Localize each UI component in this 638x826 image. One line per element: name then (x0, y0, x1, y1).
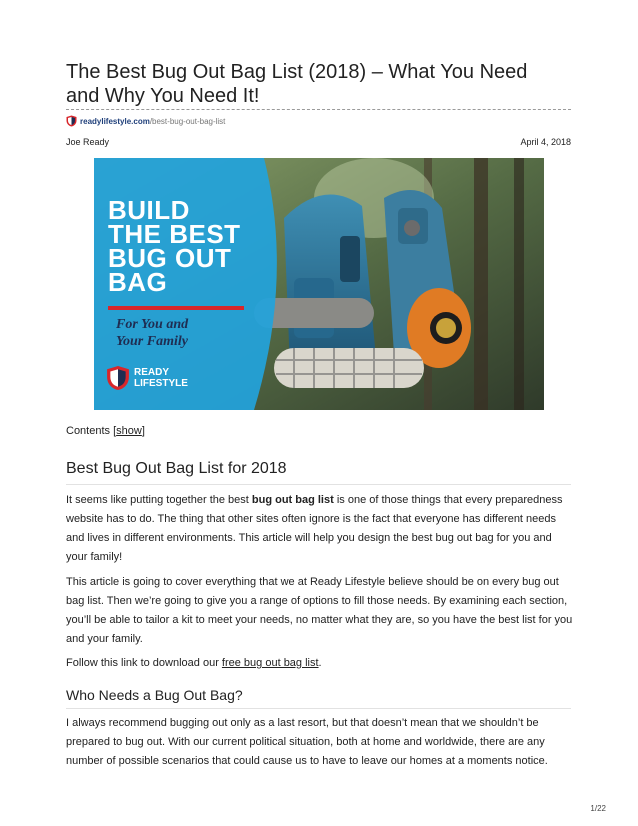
paragraph (66, 491, 574, 567)
hero-headline (108, 195, 241, 297)
author: Joe Ready (66, 137, 110, 147)
hero-logo-line: READY (134, 367, 170, 378)
source-line[interactable] (66, 114, 225, 128)
hero-logo-line: LIFESTYLE (134, 378, 188, 389)
contents-close-bracket: ] (141, 425, 145, 437)
publish-date: April 4, 2018 (520, 137, 571, 147)
bold-keyword: bug out bag list (251, 494, 334, 506)
download-list-link[interactable]: free bug out bag list (221, 657, 319, 669)
title-divider (66, 109, 571, 110)
hero-subtitle (116, 316, 188, 350)
article-title: The Best Bug Out Bag List (2018) – What You Need and Why You Need It! (66, 61, 528, 107)
section-divider (66, 484, 571, 485)
hero-headline-line: BUG OUT (108, 243, 232, 273)
paragraph-text: It seems like putting together the best (66, 494, 252, 506)
section-heading: Best Bug Out Bag List for 2018 (66, 460, 287, 477)
paragraph-text: Follow this link to download our (66, 657, 222, 669)
paragraph-text: . (318, 657, 322, 669)
table-of-contents (66, 425, 145, 437)
hero-subtitle-line: Your Family (116, 334, 188, 349)
shield-logo-icon (66, 115, 77, 127)
subsection-heading: Who Needs a Bug Out Bag? (66, 687, 243, 703)
hero-headline-line: THE BEST (108, 219, 241, 249)
hero-logo-text (134, 367, 188, 389)
hero-headline-line: BAG (108, 267, 168, 297)
source-path[interactable]: /best-bug-out-bag-list (149, 116, 226, 126)
paragraph: I always recommend bugging out only as a last resort, but that doesn’t mean that we shouldn’t be prepared to bug out. With our current political situation, both at home and worldwide, there are any number of possible scenarios that could cause us to have to leave our homes at a moments notice. (66, 717, 548, 767)
contents-label: Contents [ (66, 425, 117, 437)
paragraph: This article is going to cover everything that we at Ready Lifestyle believe should be on every bug out bag list. Then we’re going to give you a range of options to fill those needs. By examining each section, you’ll be able to tailor a kit to meet your needs, no matter what they are, so you have the best list for you and your family. (66, 576, 573, 645)
article-meta (66, 137, 571, 147)
hero-red-rule (108, 306, 244, 310)
paragraph (66, 654, 574, 673)
shield-logo-icon (106, 364, 130, 392)
page-number: 1/22 (590, 804, 606, 813)
section-divider (66, 708, 571, 709)
hero-headline-line: BUILD (108, 195, 190, 225)
hero-image (94, 158, 544, 410)
hero-subtitle-line: For You and (116, 317, 189, 332)
paragraph-text: is one of those things that every preparedness website has to do. The thing that other sites often ignore is the fact that everyone has different needs and lives in different environments. This article will help you design the best bug out bag for you and your family! (66, 494, 563, 563)
source-domain[interactable]: readylifestyle.com (80, 116, 150, 126)
hero-logo (106, 364, 188, 392)
contents-show-link[interactable]: show (116, 425, 142, 437)
